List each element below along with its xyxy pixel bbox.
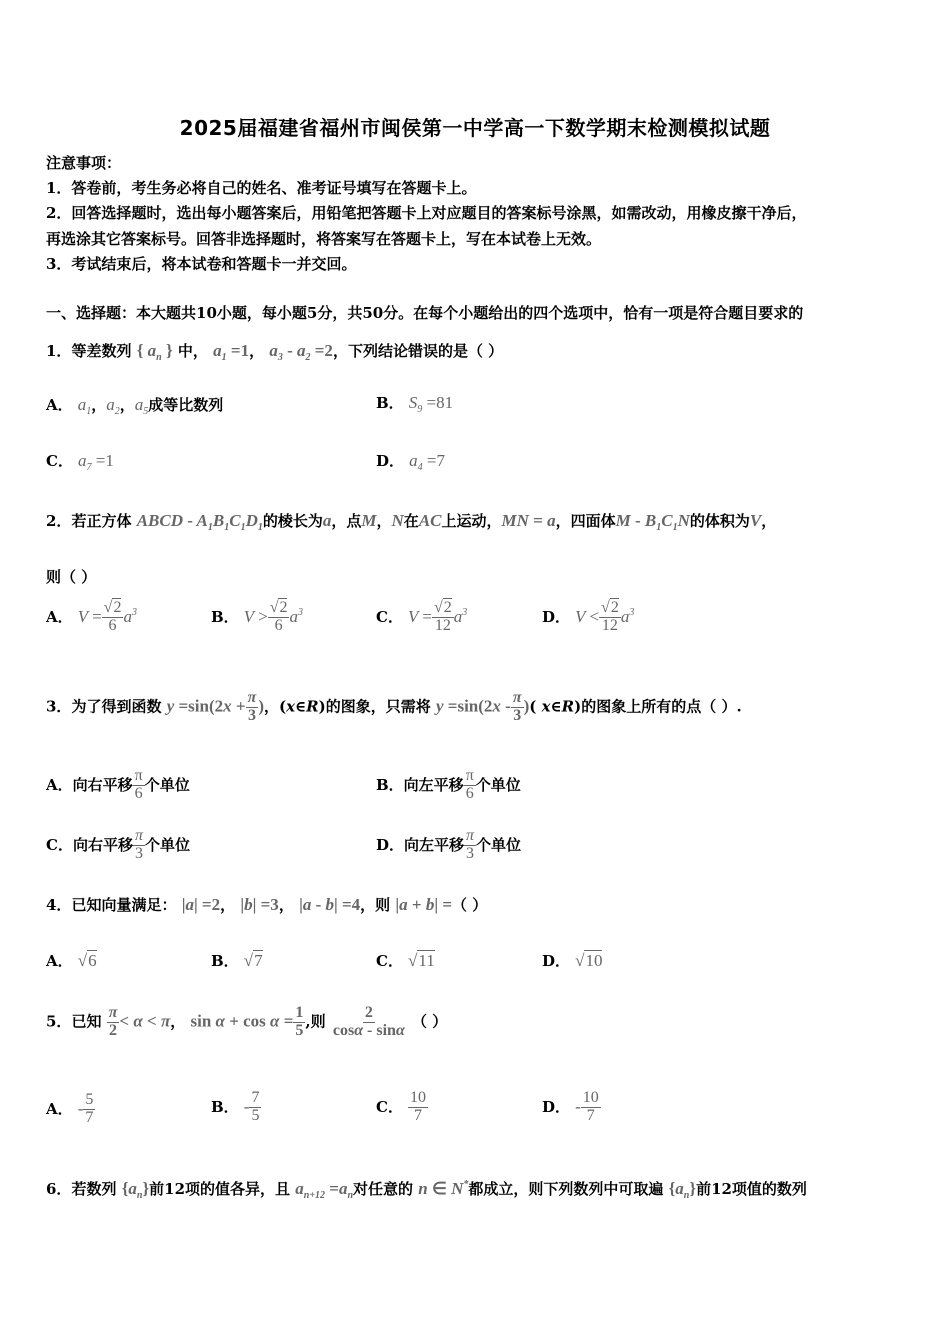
- question-1: 1．等差数列 { $a_n$ } 中， $a_1 =1$， $a_3 - a_2 =2$，下列结论错误的是（ ）: [46, 341, 504, 363]
- page-title: 2025届福建省福州市闽侯第一中学高一下数学期末检测模拟试题: [179, 116, 771, 140]
- option-c[interactable]: C． $a_7 =1$: [46, 451, 114, 473]
- option-c[interactable]: C．向右平移 $\frac{\pi}{3}$ 个单位: [46, 827, 190, 862]
- option-b[interactable]: B． V > $\frac{√2}{6}$ $a^3$: [211, 599, 303, 634]
- option-b[interactable]: B． $S_9 =81$: [376, 393, 454, 415]
- formula: { $a_n$ }: [136, 341, 173, 363]
- option-a[interactable]: A． √6: [46, 951, 97, 970]
- option-d[interactable]: D． $a_4 =7$: [376, 451, 445, 473]
- notice-heading: 注意事项：: [46, 154, 122, 172]
- option-a[interactable]: A． $a_1$，$a_2$，$a_5$成等比数列: [46, 395, 224, 417]
- formula: $a_1 =1$: [213, 341, 250, 363]
- question-3: 3．为了得到函数 y =sin(2x + $\frac{\pi}{3}$ )，(x∈R)的图象，只需将 y =sin(2x - $\frac{\pi}{3}$ )( x∈R)的图象上所有的点（ ）.: [46, 689, 742, 724]
- option-b[interactable]: B．向左平移 $\frac{\pi}{6}$ 个单位: [376, 767, 521, 802]
- section-heading: 一、选择题：本大题共10小题，每小题5分，共50分。在每个小题给出的四个选项中，恰有一项是符合题目要求的: [46, 304, 804, 322]
- question-5: 5．已知 $\frac{\pi}{2}$ < α < π， sin α + cos α = $\frac{1}{5}$ ,则 $\frac{2}{\cos\alpha - \sin\alpha}$ （ ）: [46, 1004, 448, 1039]
- formula: $a_3 - a_2 =2$: [269, 341, 333, 363]
- option-b[interactable]: B． - $\frac{7}{5}$: [211, 1089, 260, 1124]
- option-c[interactable]: C． √11: [376, 951, 435, 970]
- notice-item: 再选涂其它答案标号。回答非选择题时，将答案写在答题卡上，写在本试卷上无效。: [46, 230, 602, 248]
- notice-item: 1．答卷前，考生务必将自己的姓名、准考证号填写在答题卡上。: [46, 179, 477, 197]
- option-d[interactable]: D．向左平移 $\frac{\pi}{3}$ 个单位: [376, 827, 522, 862]
- option-d[interactable]: D． - $\frac{10}{7}$: [542, 1089, 599, 1124]
- option-a[interactable]: A． - $\frac{5}{7}$: [46, 1091, 94, 1126]
- option-b[interactable]: B． √7: [211, 951, 263, 970]
- option-c[interactable]: C． V = $\frac{√2}{12}$ $a^3$: [376, 599, 468, 634]
- option-c[interactable]: C． $\frac{10}{7}$: [376, 1089, 427, 1124]
- notice-item: 2．回答选择题时，选出每小题答案后，用铅笔把答题卡上对应题目的答案标号涂黑，如需改动，用橡皮擦干净后，: [46, 204, 807, 222]
- option-d[interactable]: D． √10: [542, 951, 603, 970]
- question-6: 6．若数列 $\{a_n\}$前12项的值各异，且 $a_{n+12} =a_n$对任意的 n ∈ N*都成立，则下列数列中可取遍 $\{a_n\}$前12项值的数列: [46, 1179, 807, 1201]
- question-4: 4．已知向量满足： |a| =2， |b| =3， |a - b| =4，则 |a + b| =（ ）: [46, 895, 488, 914]
- question-2: 2．若正方体 ABCD - $A_1B_1C_1D_1$的棱长为a，点M，N在AC上运动，MN = a，四面体M - $B_1C_1N$的体积为V，: [46, 511, 777, 533]
- question-2-line2: 则（ ）: [46, 568, 97, 586]
- option-d[interactable]: D． V < $\frac{√2}{12}$ $a^3$: [542, 599, 635, 634]
- option-a[interactable]: A．向右平移 $\frac{\pi}{6}$ 个单位: [46, 767, 190, 802]
- option-a[interactable]: A． V = $\frac{√2}{6}$ $a^3$: [46, 599, 137, 634]
- notice-item: 3．考试结束后，将本试卷和答题卡一并交回。: [46, 255, 357, 273]
